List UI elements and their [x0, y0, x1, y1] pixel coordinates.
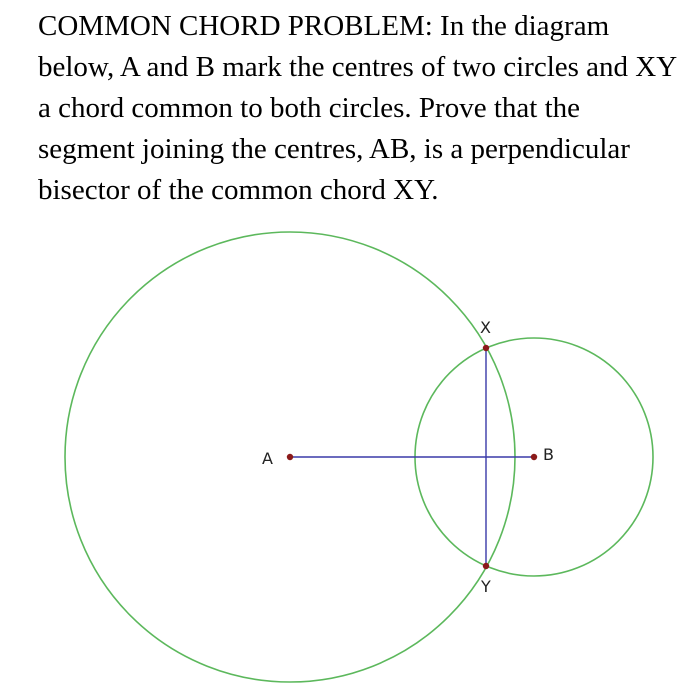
label-a: A [262, 449, 273, 468]
label-y: Y [481, 577, 491, 596]
label-b: B [543, 445, 554, 464]
point-y [483, 563, 489, 569]
point-a [287, 454, 293, 460]
point-x [483, 345, 489, 351]
label-x: X [480, 318, 491, 337]
point-b [531, 454, 537, 460]
problem-statement: COMMON CHORD PROBLEM: In the diagram below, A and B mark the centres of two circles and XY a chord common to both circles. Prove that the segment joining the centres, AB, is a perpendicular bisector of the common chord XY. [38, 10, 677, 206]
